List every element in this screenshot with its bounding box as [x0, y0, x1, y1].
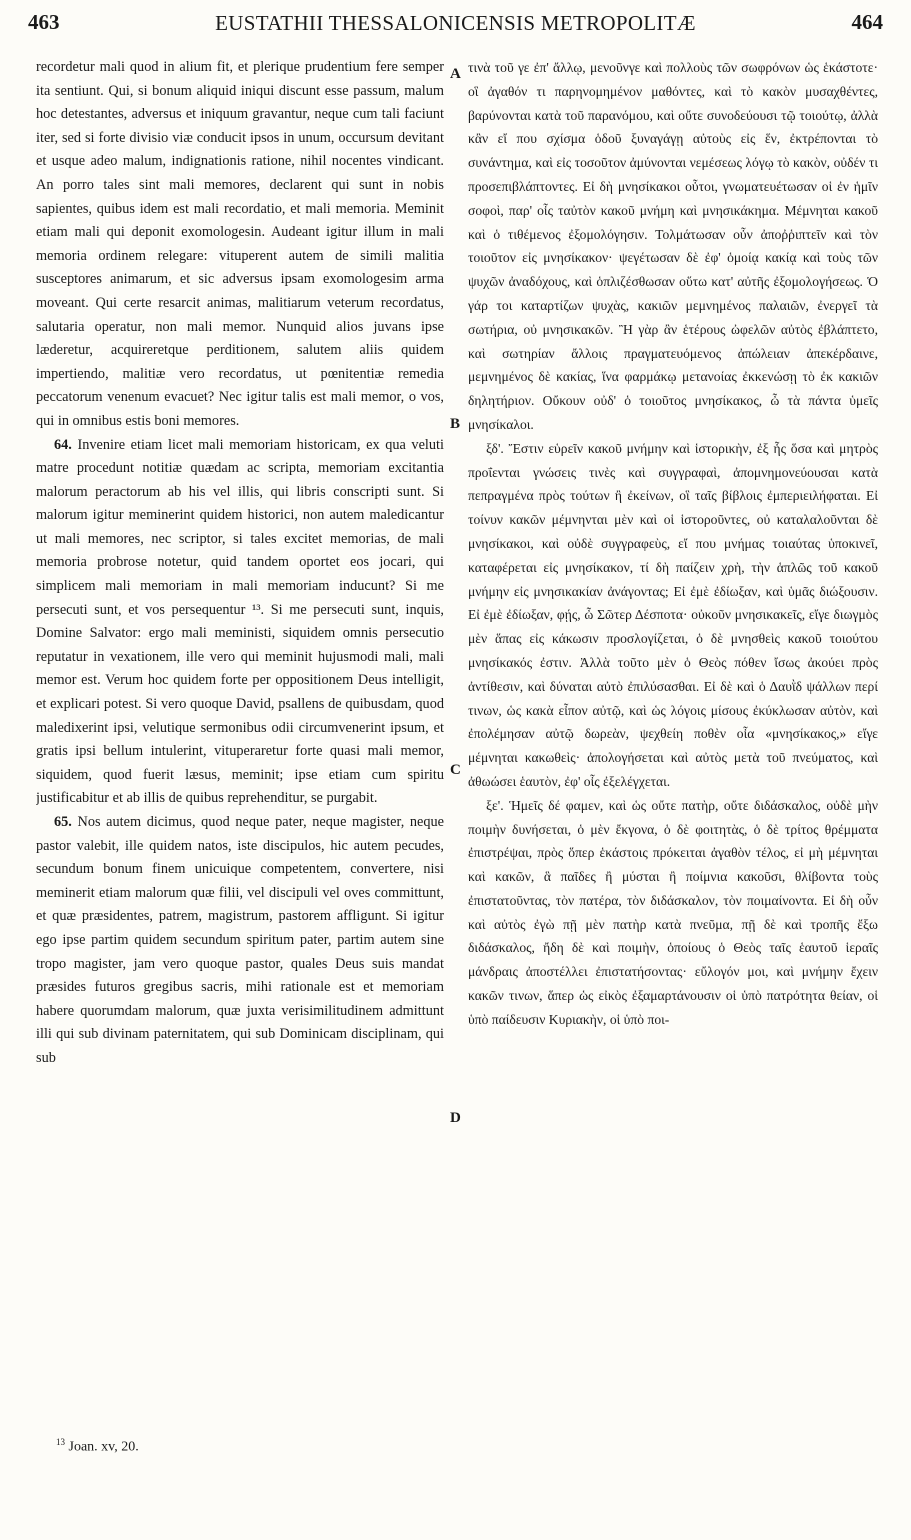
- running-title: EUSTATHII THESSALONICENSIS METROPOLITÆ: [215, 11, 696, 35]
- latin-column: [36, 56, 444, 1071]
- latin-paragraph-text: Nos autem dicimus, quod neque pater, neque magister, neque pastor valebit, ille quidem natos, iste discipulos, hic autem pecudes, secundum bonum finem unicuique competentem, convertere, nisi meminerit etiam malorum quæ filii, vel discipuli vel oves committunt, et quæ præsidentes, patrem, magistrum, pastorem affligunt. Si igitur ego ipse partim quidem secundum spiritum pater, partim autem sine tropo magister, jam vero quoque pastor, quales Deus suis mandat præsides futuros gregibus sacris, mihi rationale est et memoriam habere quorumdam malorum, quæ juxta verisimilitudinem admittunt illi qui sub divinam paternitatem, qui sub Dominicam disciplinam, qui sub: [36, 814, 444, 1066]
- greek-paragraph-text: Ἔστιν εὑρεῖν κακοῦ μνήμην καὶ ἱστορικὴν, ἐξ ἧς ὅσα καὶ μητρὸς προΐενται γνώσεις τινὲς καὶ συγγραφαὶ, ἀπομνημονεύουσαι κατὰ πεπραγμένα πρὸς τούτων ἢ ἐκείνων, οἳ ταῖς βίβλοις ἐμπεριειλήφαται. Εἰ τοίνυν κακῶν μέμνηνται μὲν καὶ οἱ ἱστοροῦντες, οὐ καταλαλοῦνται δὲ μνησίκακοι, καὶ οὐδὲ συγγραφεὺς, εἴ που μνήμας τοιαύτας ὑποκινεῖ, καταφέρεται εἰς μνησίκακον, τί δὴ παίζειν χρὴ, τὴν ἁπλῶς τοῦ κακοῦ μνήμην εἰς μνησικακίαν ἀνάγοντας; Εἰ ἐμὲ ἐδίωξαν, καὶ ὑμᾶς διώξουσιν. Εἰ ἐμὲ ἐδίωξαν, φῄς, ὦ Σῶτερ Δέσποτα· οὐκοῦν μνησικακεῖς, εἴγε διωγμὸς μὲν ἅπας εἰς κάκωσιν προσλογίζεται, ὁ δὲ μνησθεὶς κακοῦ τοιούτου μνησίκακός ἐστιν. Ἀλλὰ τοῦτο μὲν ὁ Θεὸς πόθεν ἴσως ἀκούει πρὸς ἀντίθεσιν, καὶ δύναται αὐτὸ ἐπιλύσασθαι. Εἰ δὲ καὶ ὁ Δαυῒδ ψάλλων περί τινων, ὡς κακὰ εἶπον αὐτῷ, καὶ ὡς λόγοις μίσους ἐκύκλωσαν αὐτὸν, καὶ ἐπολέμησαν αὐτῷ δωρεὰν, ψεχθείη ποθὲν οἷα «μνησίκακος,» εἴγε μέμνηται κακωθεὶς· ἀπολογήσεται καὶ αὐτὸς μετὰ τοῦ πνεύματος, καὶ ἀθωώσει ἑαυτὸν, ἐφ' οἷς ἐξελέγχεται.: [468, 440, 878, 789]
- section-number: 64.: [54, 436, 72, 453]
- page-number-left: 463: [28, 10, 60, 34]
- latin-paragraph: recordetur mali quod in alium fit, et plerique prudentium fere semper ita sentiunt. Qui, si bonum aliquid iniqui discunt esse passum, malum hoc detestantes, adversus et iniquum gravantur, neque cum tali faciunt iter, sed si forte divisio viæ conducit ipsos in unum, occursum devitant et usque adeo malum, indignationis ratione, nihil nocentes vindicant. An porro tales sint mali memores, declarent qui sunt in nobis sapientes, quibus idem est mali recordatio, et mali memoria. Meminit etiam mali qui deponit exomologesin. Audeant igitur illum in mali memoria ordinem relegare: vituperent autem de simili malitia susceptores animarum, et sic adversus ipsam exomologesim arma moveant. Qui certe resarcit animas, malitiarum veterum recordatus, salutaria operatur, non mali memor. Nunquid alios juvans ipse læderetur, acquireretque perditionem, salutem aliis quidem impertiendo, malitiæ vero recordatus, ut pœnitentiæ remedia peccatorum venenum evacuet? Nec igitur talis est mali memor, o vos, qui in omnibus estis boni memores.: [36, 59, 444, 429]
- footnote: [56, 1437, 139, 1456]
- latin-paragraph: [36, 434, 444, 812]
- greek-paragraph: [468, 437, 878, 794]
- footnote-number: 13: [56, 1437, 65, 1447]
- greek-paragraph-text: Ἡμεῖς δέ φαμεν, καὶ ὡς οὔτε πατὴρ, οὔτε διδάσκαλος, οὐδὲ μὴν ποιμὴν δυνήσεται, ὁ μὲν ἔκγονα, ὁ δὲ φοιτητὰς, ὁ δὲ τρίτος θρέμματα ἐπιστρέψαι, πρὸς ὅπερ ἑκάστοις πρόκειται ἀγαθὸν τέλος, εἰ μὴ μέμνηται καὶ κακῶν, ἃ παῖδες ἢ μύσται ἢ ποίμνια κακοῦσι, θλίβοντα τοὺς ἐπιστατοῦντας, τὸν πατέρα, τὸν διδάσκαλον, τὸν ποιμαίνοντα. Εἰ δὴ οὖν καὶ αὐτὸς ἐγὼ πῇ μὲν πατὴρ κατὰ πνεῦμα, πῇ δὲ καὶ τροπῆς ἔξω διδάσκαλος, ἤδη δὲ καὶ ποιμὴν, ὁποίους ὁ Θεὸς ταῖς ἑαυτοῦ ἱεραῖς μάνδραις ἀποστέλλει ἐπιστατήσοντας· εὔλογόν μοι, καὶ μνήμην ἔχειν κακῶν τινων, ἅπερ ὡς εἰκὸς ἐξαμαρτάνουσιν οἱ ὑπὸ πατρότητα θείαν, οἱ ὑπὸ παίδευσιν Κυριακὴν, οἱ ὑπὸ ποι-: [468, 797, 878, 1027]
- greek-column: [468, 56, 878, 1032]
- section-number: ξε'.: [486, 797, 504, 813]
- section-number: 65.: [54, 814, 72, 830]
- margin-marker-b: B: [450, 416, 461, 432]
- latin-paragraph-text: Invenire etiam licet mali memoriam historicam, ex qua veluti matre procedunt notitiæ quædam ac scripta, memoriam excitantia malorum peractorum ab his vel illis, qui libris conscripti sunt. Si malorum igitur meminerint quidem historici, non autem maledicantur ut mali memores, nec scriptor, si tales excitet memorias, de mali memoria probrose notetur, quid tandem oportet eos jocari, qui simplicem mali memoriam in mali memoriam inducunt? Si me persecuti sunt, et vos persequentur ¹³. Si me persecuti sunt, inquis, Domine Salvator: ergo mali meministi, siquidem omnis persecutio reputatur in vexationem, ille vero qui meminit hujusmodi mali, mali memor est. Verum hoc quidem forte per oppositionem Deus intelligit, et explicari potest. Si vero quoque David, psallens de quibusdam, quod maledixerint ipsi, velutique sermonibus odii circumvenerint ipsum, et gratis ipsi bellum intulerint, vituperaretur forte quasi mali memor, siquidem, quod fuerit læsus, meminit; ipse etiam cum spiritu justificabitur et ab illis de quibus reprehenditur, se purgabit.: [36, 436, 444, 807]
- margin-marker-a: A: [450, 66, 461, 82]
- greek-paragraph: τινὰ τοῦ γε ἐπ' ἄλλῳ, μενοῦνγε καὶ πολλοὺς τῶν σωφρόνων ὡς ἑκάστοτε· οἳ ἀγαθόν τι παρηνομημένον μαθόντες, καὶ τὸ κακὸν μυσαχθέντες, βαρύνονται κατὰ τοῦ παρανόμου, καὶ οὔτε συνοδεύουσι τῷ τοιούτῳ, ἀλλὰ κἂν εἴ που σχίσμα ὁδοῦ ξυναγάγῃ αὐτοὺς εἰς ἕν, ἐκτρέπονται τὸ συνάντημα, καὶ εἰς τοσοῦτον ἀμύνονται νεμέσεως λόγῳ τὸ κακὸν, οὐδέν τι προσεπιβλάπτοντες. Εἰ δὴ μνησίκακοι οὗτοι, γνωματευέτωσαν οἱ ἐν ἡμῖν σοφοὶ, παρ' οἷς ταὐτὸν κακοῦ μνήμη καὶ μνησικάκημα. Μέμνηται κακοῦ καὶ ὁ τιθέμενος ἐξομολόγησιν. Τολμάτωσαν οὖν ἀποῤῥιπτεῖν καὶ τὸν τοιοῦτον εἰς μνησίκακον· ψεγέτωσαν δὲ ἐφ' ὁμοίᾳ κακίᾳ καὶ τοὺς τῶν ψυχῶν ἀναδόχους, καὶ ὁπλιζέσθωσαν οὕτω κατ' αὐτῆς ἐξομολογήσεως. Ὁ γάρ τοι καταρτίζων ψυχὰς, κακιῶν μεμνημένος παλαιῶν, ἐνεργεῖ τὰ σωτήρια, οὐ μνησικακῶν. Ἢ γὰρ ἂν ἑτέρους ὠφελῶν αὐτὸς ἐβλάπτετο, καὶ σωτηρίαν ἄλλοις πραγματευόμενος ἀπώλειαν ἀπεκέρδαινε, μεμνημένος δὲ κακίας, ἵνα φαρμάκῳ μετανοίας ἐκκενώσῃ τὸ ἐκ κακιῶν δηλητήριον. Οὔκουν οὐδ' ὁ τοιοῦτος μνησίκακος, ὦ τὰ πάντα ὑμεῖς μνησίκαλοι.: [468, 60, 878, 432]
- latin-paragraph: [36, 811, 444, 1071]
- greek-paragraph: [468, 794, 878, 1032]
- page-number-right: 464: [851, 10, 883, 34]
- running-header: [28, 10, 883, 42]
- margin-marker-d: D: [450, 1110, 461, 1126]
- margin-marker-c: C: [450, 762, 461, 778]
- section-number: ξδ'.: [486, 440, 504, 456]
- footnote-text: Joan. xv, 20.: [65, 1439, 139, 1455]
